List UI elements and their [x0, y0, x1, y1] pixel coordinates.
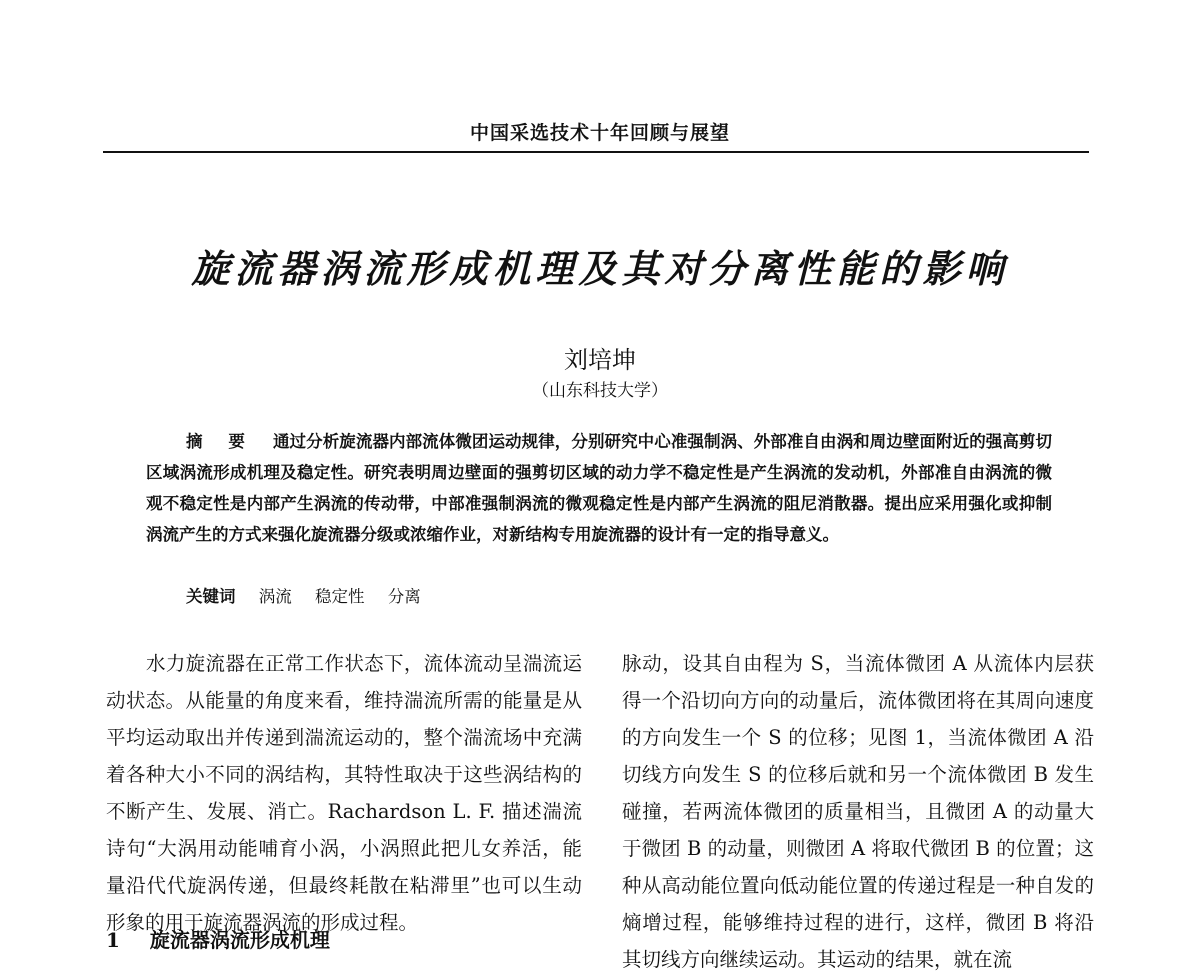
abstract-label: 摘 要	[186, 432, 255, 451]
abstract	[146, 426, 1052, 550]
keywords	[186, 583, 1052, 611]
body-left-column: 水力旋流器在正常工作状态下，流体流动呈湍流运动状态。从能量的角度来看，维持湍流所需的能量是从平均运动取出并传递到湍流运动的，整个湍流场中充满着各种大小不同的涡结构，其特性取决于这些涡结构的不断产生、发展、消亡。Rachardson L. F. 描述湍流诗句“大涡用动能哺育小涡，小涡照此把儿女养活，能量沿代代旋涡传递，但最终耗散在粘滞里”也可以生动形象的用于旋流器涡流的形成过程。	[106, 652, 582, 934]
section-number: 1	[106, 928, 120, 952]
abstract-text: 通过分析旋流器内部流体微团运动规律，分别研究中心准强制涡、外部准自由涡和周边壁面附近的强高剪切区域涡流形成机理及稳定性。研究表明周边壁面的强剪切区域的动力学不稳定性是产生涡流的发动机，外部准自由涡流的微观不稳定性是内部产生涡流的传动带，中部准强制涡流的微观稳定性是内部产生涡流的阻尼消散器。提出应采用强化或抑制涡流产生的方式来强化旋流器分级或浓缩作业，对新结构专用旋流器的设计有一定的指导意义。	[146, 432, 1053, 544]
keyword: 涡流	[258, 587, 292, 606]
author-affiliation: （山东科技大学）	[532, 381, 668, 401]
keyword: 分离	[387, 587, 421, 606]
running-header: 中国采选技术十年回顾与展望	[469, 122, 730, 144]
section-title: 旋流器涡流形成机理	[149, 928, 330, 952]
header-rule	[103, 151, 1089, 153]
author-name: 刘培坤	[564, 346, 636, 374]
keywords-label: 关键词	[186, 587, 236, 606]
keyword: 稳定性	[315, 587, 365, 606]
section-heading	[106, 925, 330, 955]
body-right-column: 脉动，设其自由程为 S，当流体微团 A 从流体内层获得一个沿切向方向的动量后，流体微团将在其周向速度的方向发生一个 S 的位移；见图 1，当流体微团 A 沿切线方向发生 S 的位移后就和另一个流体微团 B 发生碰撞，若两流体微团的质量相当，且微团 A 的动量大于微团 B 的动量，则微团 A 将取代微团 B 的位置；这种从高动能位置向低动能位置的传递过程是一种自发的熵增过程，能够维持过程的进行，这样，微团 B 将沿其切线方向继续运动。其运动的结果，就在流	[622, 652, 1094, 971]
paper-title: 旋流器涡流形成机理及其对分离性能的影响	[191, 246, 1009, 291]
